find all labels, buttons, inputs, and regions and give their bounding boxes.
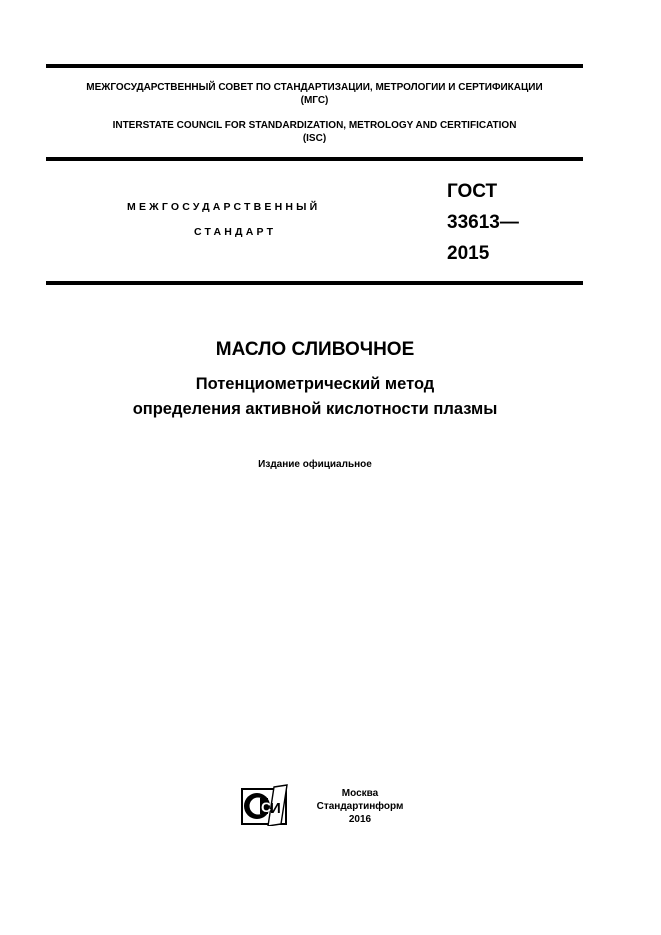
document-subtitle-line1: Потенциометрический метод xyxy=(195,375,435,393)
standard-rule xyxy=(46,281,583,285)
top-rule xyxy=(46,64,583,68)
header-rule xyxy=(46,157,583,161)
gost-number: 33613— xyxy=(447,212,519,233)
document-subtitle-line2: определения активной кислотности плазмы xyxy=(132,400,498,418)
publisher-name: Стандартинформ xyxy=(316,801,404,812)
document-title: МАСЛО СЛИВОЧНОЕ xyxy=(215,339,415,360)
council-en-line1: INTERSTATE COUNCIL FOR STANDARDIZATION, METROLOGY AND CERTIFICATION xyxy=(112,120,517,131)
council-en-line2: (ISC) xyxy=(302,133,327,144)
svg-text:И: И xyxy=(270,800,281,817)
council-ru xyxy=(46,81,583,107)
council-ru-line1: МЕЖГОСУДАРСТВЕННЫЙ СОВЕТ ПО СТАНДАРТИЗАЦИИ, МЕТРОЛОГИИ И СЕРТИФИКАЦИИ xyxy=(86,82,543,93)
gost-designation xyxy=(447,179,519,266)
council-en xyxy=(46,119,583,145)
publisher-info xyxy=(300,787,420,826)
standartinform-logo-icon xyxy=(241,784,289,826)
publisher-year: 2016 xyxy=(348,814,372,825)
publisher-city: Москва xyxy=(341,788,379,799)
edition-note: Издание официальное xyxy=(258,459,372,470)
standard-kind-line1: МЕЖГОСУДАРСТВЕННЫЙ xyxy=(127,201,321,213)
gost-year: 2015 xyxy=(447,243,490,264)
standard-kind-line2: СТАНДАРТ xyxy=(194,226,277,238)
gost-label: ГОСТ xyxy=(447,181,498,202)
council-ru-line2: (МГС) xyxy=(300,95,329,106)
svg-text:С: С xyxy=(261,799,272,815)
